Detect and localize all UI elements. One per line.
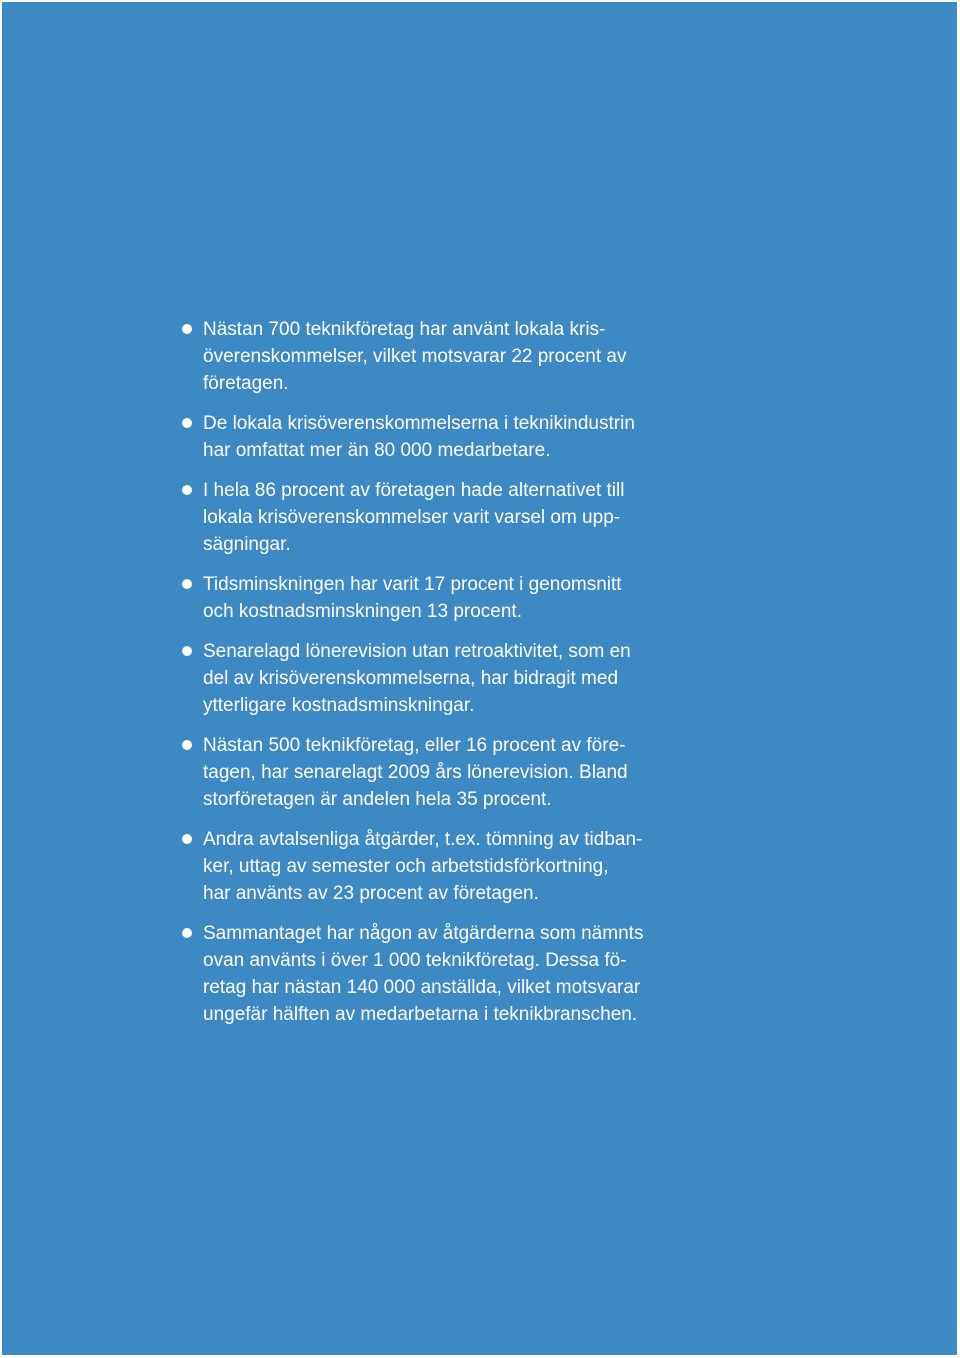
bullet-line: lokala krisöverenskommelser varit varsel om upp-	[203, 507, 621, 528]
bullet-dot-icon	[182, 834, 192, 844]
bullet-line: och kostnadsminskningen 13 procent.	[203, 601, 522, 622]
bullet-dot-icon	[182, 740, 192, 750]
bullet-line: retag har nästan 140 000 anställda, vilket motsvarar	[203, 977, 641, 998]
bullet-item	[182, 571, 702, 625]
bullet-dot-icon	[182, 324, 192, 334]
bullet-item	[182, 316, 702, 397]
bullet-line: De lokala krisöverenskommelserna i teknikindustrin	[203, 413, 635, 434]
bullet-dot-icon	[182, 579, 192, 589]
bullet-item	[182, 732, 702, 813]
bullet-dot-icon	[182, 418, 192, 428]
bullet-line: Nästan 700 teknikföretag har använt lokala kris-	[203, 319, 606, 340]
bullet-text	[203, 638, 702, 719]
bullet-line: Andra avtalsenliga åtgärder, t.ex. tömning av tidban-	[203, 829, 643, 850]
bullet-item	[182, 920, 702, 1028]
bullet-line: Senarelagd lönerevision utan retroaktivitet, som en	[203, 641, 631, 662]
bullet-line: ytterligare kostnadsminskningar.	[203, 695, 475, 716]
bullet-line: ungefär hälften av medarbetarna i teknikbranschen.	[203, 1004, 638, 1025]
bullet-text	[203, 477, 702, 558]
bullet-text	[203, 732, 702, 813]
bullet-line: Sammantaget har någon av åtgärderna som nämnts	[203, 923, 644, 944]
bullet-line: företagen.	[203, 373, 289, 394]
bullet-list	[182, 316, 702, 1041]
bullet-line: har omfattat mer än 80 000 medarbetare.	[203, 440, 551, 461]
bullet-dot-icon	[182, 928, 192, 938]
bullet-text	[203, 920, 702, 1028]
bullet-item	[182, 826, 702, 907]
bullet-item	[182, 410, 702, 464]
document-page	[2, 2, 957, 1355]
bullet-line: del av krisöverenskommelserna, har bidragit med	[203, 668, 619, 689]
bullet-line: tagen, har senarelagt 2009 års lönerevision. Bland	[203, 762, 628, 783]
bullet-line: ovan använts i över 1 000 teknikföretag. Dessa fö-	[203, 950, 627, 971]
bullet-item	[182, 477, 702, 558]
bullet-dot-icon	[182, 646, 192, 656]
bullet-line: sägningar.	[203, 534, 291, 555]
bullet-line: Tidsminskningen har varit 17 procent i genomsnitt	[203, 574, 622, 595]
bullet-text	[203, 826, 702, 907]
bullet-text	[203, 410, 702, 464]
bullet-item	[182, 638, 702, 719]
bullet-line: storföretagen är andelen hela 35 procent.	[203, 789, 552, 810]
bullet-line: ker, uttag av semester och arbetstidsförkortning,	[203, 856, 609, 877]
bullet-text	[203, 571, 702, 625]
bullet-line: I hela 86 procent av företagen hade alternativet till	[203, 480, 625, 501]
bullet-line: Nästan 500 teknikföretag, eller 16 procent av före-	[203, 735, 626, 756]
bullet-dot-icon	[182, 485, 192, 495]
bullet-line: överenskommelser, vilket motsvarar 22 procent av	[203, 346, 627, 367]
bullet-line: har använts av 23 procent av företagen.	[203, 883, 539, 904]
bullet-text	[203, 316, 702, 397]
